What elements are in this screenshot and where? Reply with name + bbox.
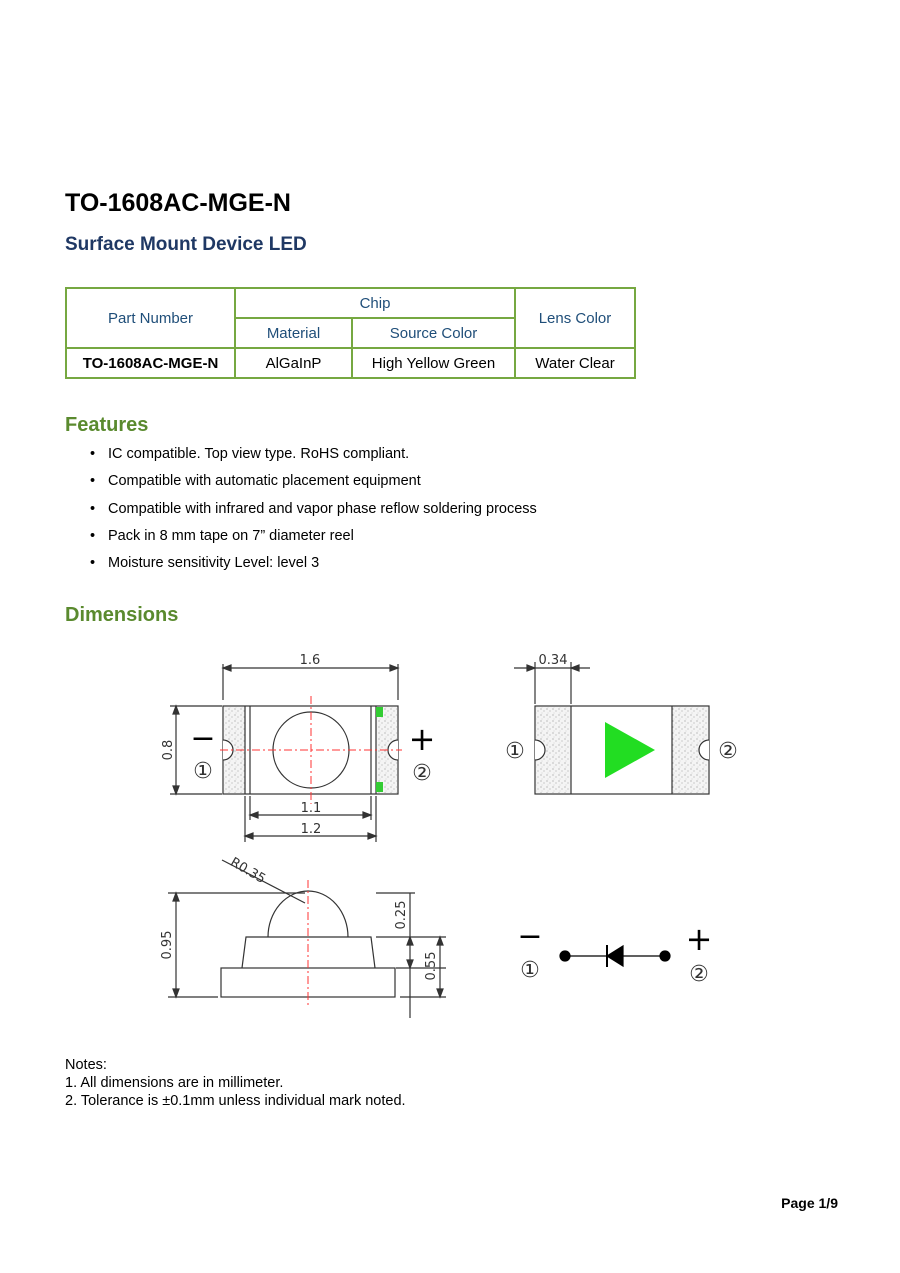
dim-inner-1-label: 1.1	[300, 801, 322, 816]
page-subtitle: Surface Mount Device LED	[65, 234, 307, 255]
pin1-label: ①	[193, 759, 213, 784]
pin2-label: ②	[412, 761, 432, 786]
page-title: TO-1608AC-MGE-N	[65, 189, 291, 217]
side-view-drawing	[168, 860, 446, 1018]
feature-item: • Moisture sensitivity Level: level 3	[90, 554, 537, 581]
note-item: 2. Tolerance is ±0.1mm unless individual mark noted.	[65, 1093, 406, 1109]
part-number-header: Part Number	[66, 288, 235, 348]
source-color-cell: High Yellow Green	[352, 348, 515, 378]
minus-label: −	[517, 919, 543, 954]
feature-item: • Compatible with infrared and vapor phase reflow soldering process	[90, 500, 537, 527]
material-header: Material	[235, 318, 352, 348]
dim-base-height-label: 0.55	[424, 951, 439, 981]
feature-item: • Compatible with automatic placement equipment	[90, 472, 537, 499]
dim-radius-label: R0.35	[227, 854, 268, 887]
notes-heading: Notes:	[65, 1057, 107, 1073]
dim-length-label: 1.6	[299, 653, 321, 668]
feature-item: • Pack in 8 mm tape on 7” diameter reel	[90, 527, 537, 554]
minus-label: −	[190, 721, 216, 756]
material-cell: AlGaInP	[235, 348, 352, 378]
notes-block	[65, 1056, 406, 1110]
pin2-label: ②	[718, 739, 738, 764]
dim-pad-label: 0.34	[538, 653, 568, 668]
plus-label: +	[685, 920, 713, 958]
page-number: Page 1/9	[781, 1195, 838, 1211]
source-color-header: Source Color	[352, 318, 515, 348]
features-heading: Features	[65, 414, 149, 436]
pin1-label: ①	[505, 739, 525, 764]
bottom-view-drawing	[514, 662, 709, 794]
plus-label: +	[408, 720, 436, 758]
pin2-label: ②	[689, 962, 709, 987]
pin1-label: ①	[520, 958, 540, 983]
lens-color-cell: Water Clear	[515, 348, 635, 378]
chip-triangle	[605, 722, 655, 778]
dim-inner-2-label: 1.2	[300, 822, 322, 837]
dim-dome-height-label: 0.25	[394, 900, 409, 930]
dimensions-heading: Dimensions	[65, 604, 179, 626]
feature-item: • IC compatible. Top view type. RoHS compliant.	[90, 445, 537, 472]
part-number-cell: TO-1608AC-MGE-N	[66, 348, 235, 378]
circuit-symbol	[560, 945, 670, 967]
lens-color-header: Lens Color	[515, 288, 635, 348]
chip-header: Chip	[235, 288, 515, 318]
dim-total-height-label: 0.95	[160, 930, 175, 960]
note-item: 1. All dimensions are in millimeter.	[65, 1075, 284, 1091]
dim-height-label: 0.8	[161, 739, 176, 761]
